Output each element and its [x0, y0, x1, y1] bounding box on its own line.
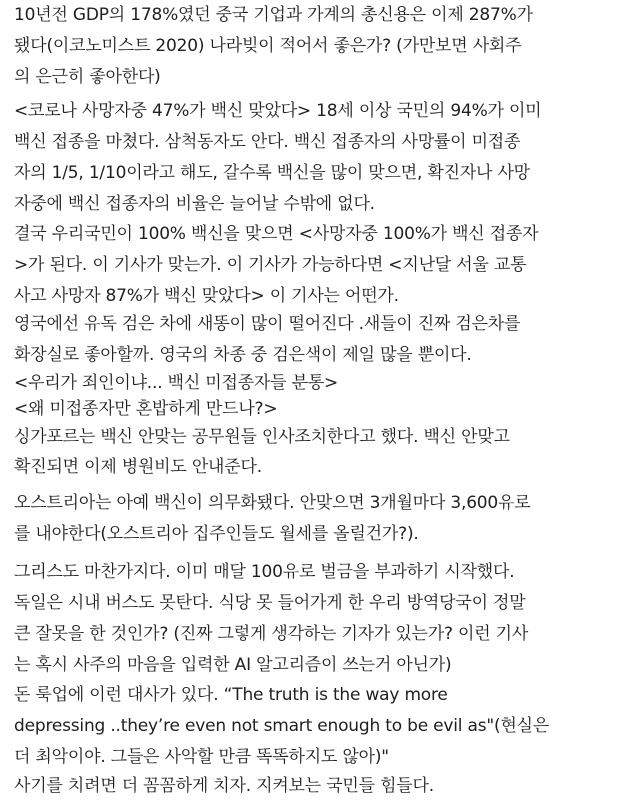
paragraph-1 [14, 0, 628, 93]
text-line: 그리스도 마찬가지다. 이미 매달 100유로 벌금을 부과하기 시작했다. [14, 562, 515, 582]
paragraph-7 [14, 557, 628, 681]
paragraph-9 [14, 771, 628, 802]
text-line: >가 된다. 이 기사가 맞는가. 이 기사가 가능하다면 <지난달 서울 교통 [14, 255, 527, 275]
text-line: 자의 1/5, 1/10이라고 해도, 갈수록 백신을 많이 맞으면, 확진자나 사망 [14, 163, 530, 183]
text-line: 10년전 GDP의 178%였던 중국 기업과 가계의 총신용은 이제 287%가 [14, 5, 533, 25]
text-line: 의 은근히 좋아한다) [14, 67, 161, 87]
paragraph-6 [14, 488, 628, 550]
paragraph-3 [14, 219, 628, 312]
paragraph-4 [14, 309, 628, 371]
text-line: 더 최악이야. 그들은 사악할 만큼 똑똑하지도 않아)" [14, 747, 389, 767]
text-line: 결국 우리국민이 100% 백신을 맞으면 <사망자중 100%가 백신 접종자 [14, 224, 539, 244]
text-line: 자중에 백신 접종자의 비율은 늘어날 수밖에 없다. [14, 194, 375, 214]
text-line: 사고 사망자 87%가 백신 맞았다> 이 기사는 어떤가. [14, 286, 399, 306]
text-line: 확진되면 이제 병원비도 안내준다. [14, 457, 262, 477]
paragraph-2 [14, 96, 628, 220]
text-line: 를 내야한다(오스트리아 집주인들도 월세를 올릴건가?). [14, 524, 419, 544]
text-line: 오스트리아는 아예 백신이 의무화됐다. 안맞으면 3개월마다 3,600유로 [14, 493, 531, 513]
text-line: <코로나 사망자중 47%가 백신 맞았다> 18세 이상 국민의 94%가 이미 [14, 101, 542, 121]
text-line: 싱가포르는 백신 안맞는 공무원들 인사조치한다고 했다. 백신 안맞고 [14, 427, 510, 447]
text-line: 영국에선 유독 검은 차에 새똥이 많이 떨어진다 .새들이 진짜 검은차를 [14, 314, 521, 334]
text-line: 됐다(이코노미스트 2020) 나라빚이 적어서 좋은가? (가만보면 사회주 [14, 36, 522, 56]
paragraph-8 [14, 680, 628, 773]
text-line: <우리가 죄인이냐... 백신 미접종자들 분통> [14, 373, 339, 393]
text-line: 백신 접종을 마쳤다. 삼척동자도 안다. 백신 접종자의 사망률이 미접종 [14, 132, 521, 152]
text-line: 화장실로 좋아할까. 영국의 차종 중 검은색이 제일 많을 뿐이다. [14, 345, 472, 365]
text-line: 돈 룩업에 이런 대사가 있다. “The truth is the way more [14, 685, 448, 705]
text-line: 큰 잘못을 한 것인가? (진짜 그렇게 생각하는 기자가 있는가? 이런 기사 [14, 624, 529, 644]
text-line: 는 혹시 사주의 마음을 입력한 AI 알고리즘이 쓰는거 아닌가) [14, 655, 452, 675]
text-line: 독일은 시내 버스도 못탄다. 식당 못 들어가게 한 우리 방역당국이 정말 [14, 593, 526, 613]
paragraph-5 [14, 370, 628, 482]
text-line: 사기를 치려면 더 꼼꼼하게 치자. 지켜보는 국민들 힘들다. [14, 776, 434, 796]
text-line: <왜 미접종자만 혼밥하게 만드나?> [14, 399, 278, 419]
text-line: depressing ..they’re even not smart enough to be evil as"(현실은 [14, 716, 550, 736]
